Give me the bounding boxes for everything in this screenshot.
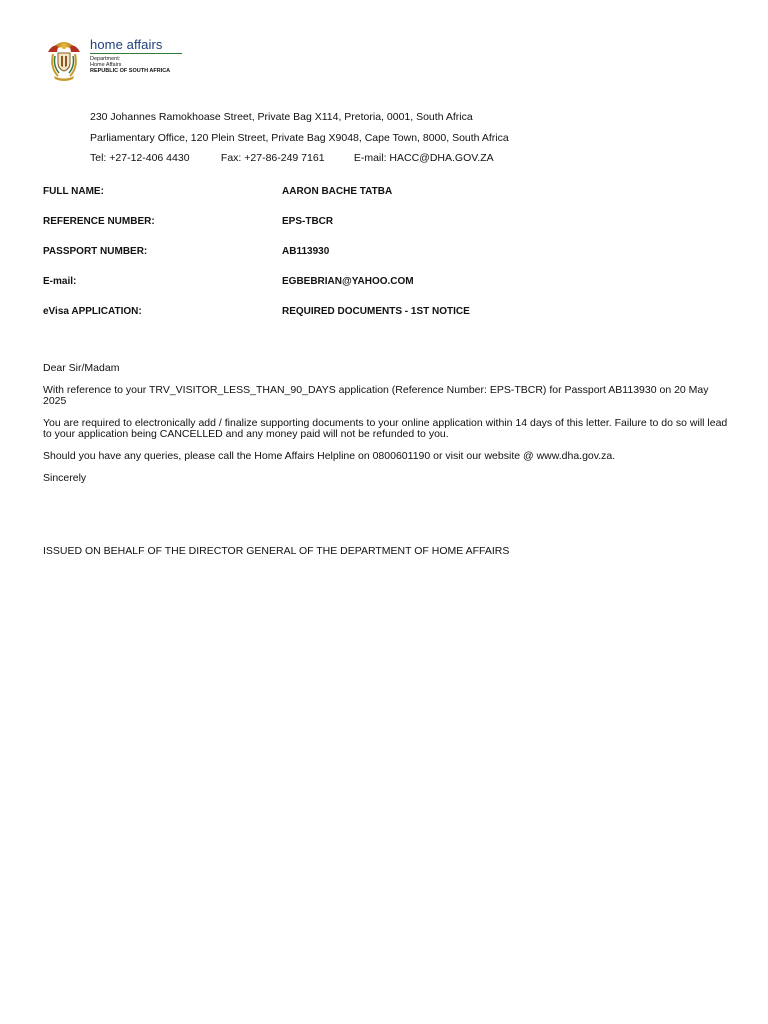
address-pretoria: 230 Johannes Ramokhoase Street, Private Bag X114, Pretoria, 0001, South Africa	[90, 111, 473, 123]
brand-line-country: REPUBLIC OF SOUTH AFRICA	[90, 68, 171, 74]
detail-label: REFERENCE NUMBER:	[43, 216, 155, 227]
issued-on-behalf: ISSUED ON BEHALF OF THE DIRECTOR GENERAL OF THE DEPARTMENT OF HOME AFFAIRS	[43, 545, 510, 557]
telephone: Tel: +27-12-406 4430	[90, 152, 190, 164]
detail-label: FULL NAME:	[43, 186, 104, 197]
home-affairs-logo	[44, 34, 194, 84]
address-cape-town: Parliamentary Office, 120 Plein Street, Private Bag X9048, Cape Town, 8000, South Africa	[90, 131, 509, 144]
detail-label: eVisa APPLICATION:	[43, 306, 142, 317]
closing: Sincerely	[43, 472, 87, 484]
letter-body	[43, 363, 733, 484]
contact-email: E-mail: HACC@DHA.GOV.ZA	[353, 152, 494, 164]
brand-divider	[90, 53, 182, 54]
detail-value: AB113930	[282, 246, 330, 257]
detail-value: REQUIRED DOCUMENTS - 1ST NOTICE	[282, 306, 470, 317]
detail-label: PASSPORT NUMBER:	[43, 246, 148, 257]
requirement-paragraph: You are required to electronically add / finalize supporting documents to your online application within 14 days of this letter. Failure to do so will lead to your application being CANCELLED and any money paid will not be refunded to you.	[43, 417, 728, 440]
contact-row	[90, 148, 509, 169]
coat-of-arms-icon	[44, 34, 84, 82]
detail-value: EGBEBRIAN@YAHOO.COM	[282, 276, 414, 287]
detail-value: EPS-TBCR	[282, 216, 334, 227]
greeting: Dear Sir/Madam	[43, 362, 120, 374]
brand-block	[90, 38, 182, 74]
brand-line-home-affairs: Home Affairs	[90, 62, 122, 68]
brand-title: home affairs	[90, 37, 163, 52]
queries-paragraph: Should you have any queries, please call the Home Affairs Helpline on 0800601190 or visit our website @ www.dha.gov.za.	[43, 450, 616, 462]
detail-label: E-mail:	[43, 276, 77, 287]
detail-value: AARON BACHE TATBA	[282, 186, 393, 197]
brand-line-department: Department:	[90, 56, 121, 62]
reference-paragraph: With reference to your TRV_VISITOR_LESS_THAN_90_DAYS application (Reference Number: EPS-TBCR) for Passport AB113930 on 20 May 2025	[43, 384, 709, 407]
address-block	[90, 107, 509, 169]
fax: Fax: +27-86-249 7161	[220, 152, 325, 164]
